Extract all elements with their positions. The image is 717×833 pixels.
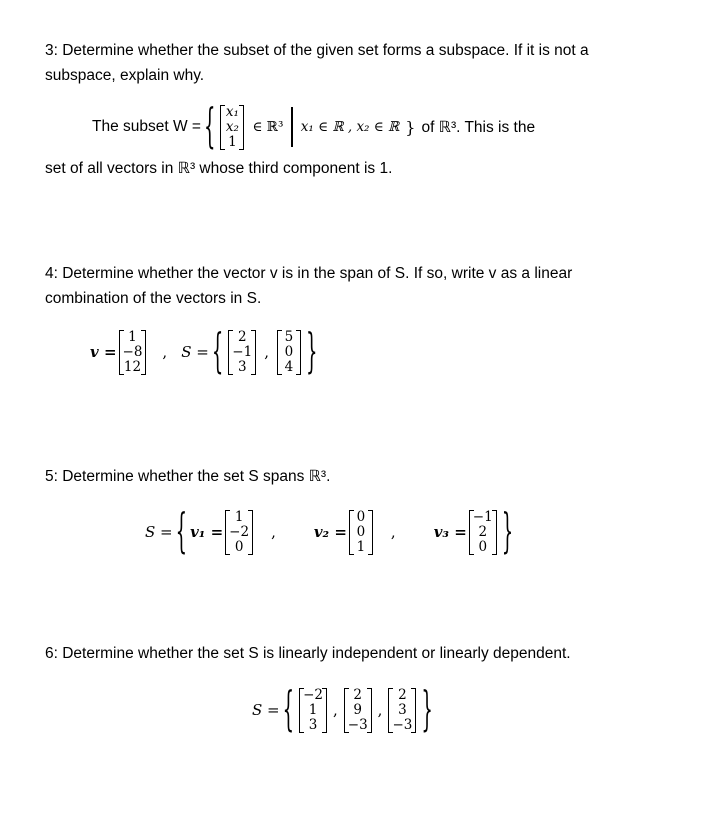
q5-v2-vector xyxy=(349,510,373,555)
q4-s1-entry: 3 xyxy=(237,358,247,375)
q5-v3-entry: 0 xyxy=(478,538,488,555)
q3-vector xyxy=(220,105,244,150)
q4-v-label: v = xyxy=(90,343,117,361)
comma: , xyxy=(390,523,396,541)
q6-m2-entry: 2 xyxy=(353,686,363,703)
q6-m2-entry: −3 xyxy=(347,716,368,733)
q4-v-entry: −8 xyxy=(122,343,143,360)
q4-heading-cont: combination of the vectors in S. xyxy=(45,290,262,307)
left-brace-icon: { xyxy=(282,682,295,738)
q4-s-vector-1 xyxy=(228,330,256,375)
left-brace-icon: { xyxy=(175,504,188,560)
q4-s2-entry: 0 xyxy=(284,343,294,360)
q4-s-vector-2 xyxy=(277,330,301,375)
right-brace-icon: } xyxy=(405,117,416,137)
q6-vector-1 xyxy=(299,688,327,733)
q5-v2-entry: 1 xyxy=(356,538,366,555)
q4-s2-entry: 4 xyxy=(284,358,294,375)
q5-v3-label: v₃ = xyxy=(433,523,467,541)
q6-m3-entry: −3 xyxy=(392,716,413,733)
q5-s-label: S = xyxy=(145,523,173,541)
q5-v2-label: v₂ = xyxy=(313,523,347,541)
q4-s2-entry: 5 xyxy=(284,328,294,345)
q4-expression xyxy=(90,322,320,382)
right-brace-icon: } xyxy=(421,682,433,738)
q5-v3-entry: 2 xyxy=(478,523,488,540)
q4-s1-entry: −1 xyxy=(232,343,253,360)
q6-m1-entry: −2 xyxy=(303,686,323,703)
q3-lead: The subset W = xyxy=(92,118,201,135)
q6-m3-entry: 2 xyxy=(398,686,407,703)
q3-tail: of ℝ³. This is the xyxy=(421,118,536,136)
q5-expression xyxy=(145,502,516,562)
left-brace-icon: { xyxy=(211,324,224,380)
q3-vector-entry: x₁ xyxy=(225,103,239,120)
left-brace-icon: { xyxy=(203,99,216,155)
q4-s-label: S = xyxy=(181,343,209,361)
q3-set-definition xyxy=(92,99,536,155)
such-that-bar xyxy=(291,107,292,147)
q3-heading-cont: subspace, explain why. xyxy=(45,67,205,84)
q5-heading: 5: Determine whether the set S spans ℝ³. xyxy=(45,468,331,485)
q5-v3-vector xyxy=(469,510,497,555)
q4-v-entry: 1 xyxy=(128,328,137,345)
right-brace-icon: } xyxy=(501,504,514,560)
q5-v2-entry: 0 xyxy=(356,523,366,540)
q5-v1-entry: 1 xyxy=(234,508,244,525)
q3-condition: x₁ ∈ ℝ , x₂ ∈ ℝ xyxy=(300,119,400,135)
q4-v-entry: 12 xyxy=(123,358,142,375)
q5-v1-label: v₁ = xyxy=(190,523,224,541)
q4-s1-entry: 2 xyxy=(237,328,247,345)
q6-expression xyxy=(252,680,436,740)
q6-heading: 6: Determine whether the set S is linearly independent or linearly dependent. xyxy=(45,645,571,662)
q5-v1-entry: 0 xyxy=(234,538,244,555)
q6-s-label: S = xyxy=(252,701,280,719)
q3-closing: set of all vectors in ℝ³ whose third component is 1. xyxy=(45,160,393,177)
q6-vector-3 xyxy=(388,688,416,733)
comma: , xyxy=(264,343,269,361)
comma: , xyxy=(162,343,168,361)
q6-m3-entry: 3 xyxy=(398,701,407,718)
q5-v2-entry: 0 xyxy=(356,508,366,525)
comma: , xyxy=(377,701,383,719)
comma: , xyxy=(332,701,338,719)
q3-in-r3: ∈ ℝ³ xyxy=(252,119,284,135)
comma: , xyxy=(271,523,276,541)
q4-heading: 4: Determine whether the vector v is in the span of S. If so, write v as a linear xyxy=(45,265,573,282)
q6-vector-2 xyxy=(344,688,372,733)
right-brace-icon: } xyxy=(305,324,318,380)
q6-m2-entry: 9 xyxy=(353,701,363,718)
q5-v1-vector xyxy=(225,510,253,555)
q3-heading: 3: Determine whether the subset of the given set forms a subspace. If it is not a xyxy=(45,42,589,59)
q5-v1-entry: −2 xyxy=(229,523,250,540)
q3-vector-entry: 1 xyxy=(228,133,237,150)
q3-vector-entry: x₂ xyxy=(225,118,239,135)
q6-m1-entry: 3 xyxy=(308,716,318,733)
q5-v3-entry: −1 xyxy=(472,508,493,525)
q6-m1-entry: 1 xyxy=(308,701,318,718)
q4-v-vector xyxy=(119,330,147,375)
